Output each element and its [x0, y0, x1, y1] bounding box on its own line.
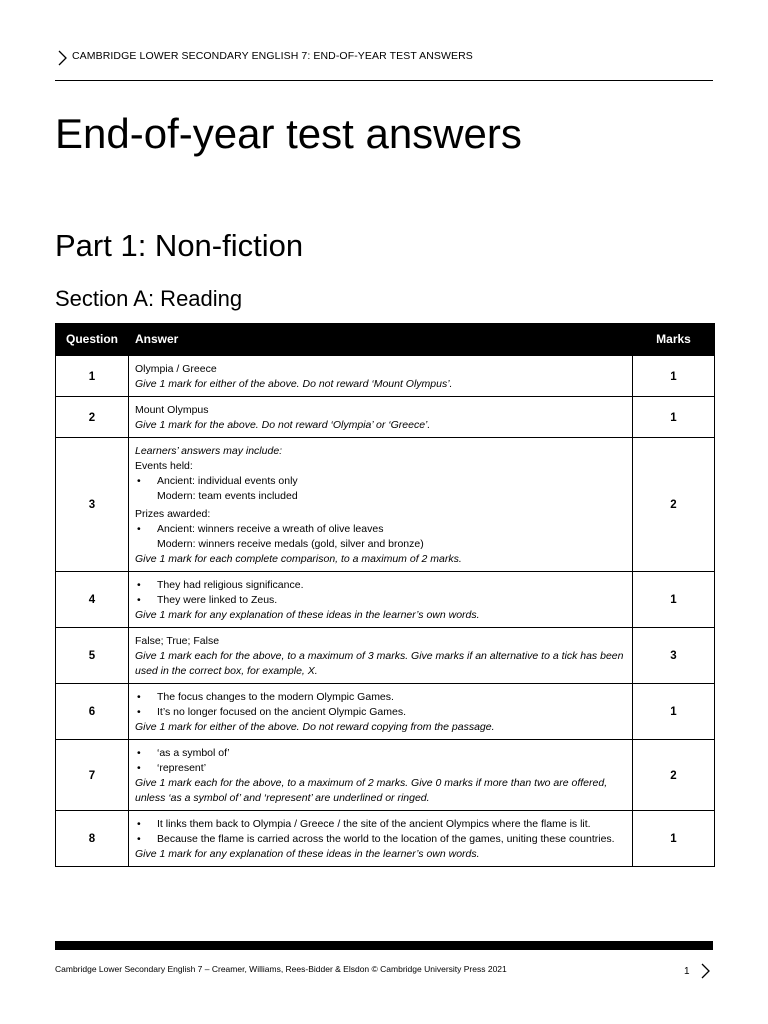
marks-value: 3: [633, 628, 715, 684]
question-number: 5: [56, 628, 129, 684]
marks-value: 1: [633, 811, 715, 867]
marking-guidance: Give 1 mark each for the above, to a maximum of 3 marks. Give marks if an alternative to a tick has been used in the correct box, for example, X.: [135, 650, 624, 677]
table-row: [56, 740, 715, 811]
column-header-question: Question: [56, 324, 129, 356]
column-header-answer: Answer: [129, 324, 633, 356]
footer-credit: Cambridge Lower Secondary English 7 – Creamer, Williams, Rees-Bidder & Elsdon © Cambridge University Press 2021: [55, 964, 507, 974]
table-row: [56, 397, 715, 438]
marks-value: 1: [633, 356, 715, 397]
answer-bullet: • ‘as a symbol of’: [135, 746, 626, 761]
answer-bullet: • They had religious significance.: [135, 578, 626, 593]
page-number: 1: [684, 966, 690, 977]
marking-guidance: Give 1 mark for any explanation of these ideas in the learner’s own words.: [135, 609, 480, 621]
marking-guidance: Give 1 mark for each complete comparison, to a maximum of 2 marks.: [135, 553, 462, 565]
table-row: [56, 811, 715, 867]
answer-bullet: • ‘represent’: [135, 761, 626, 776]
chevron-right-icon: [701, 963, 710, 979]
answer-line: Olympia / Greece: [135, 363, 217, 375]
answer-line: Mount Olympus: [135, 404, 209, 416]
marks-value: 1: [633, 397, 715, 438]
section-title: Section A: Reading: [55, 286, 243, 311]
table-header-row: [56, 324, 715, 356]
answer-cell: [129, 572, 633, 628]
answer-cell: [129, 438, 633, 572]
answer-bullet: • Ancient: winners receive a wreath of olive leaves: [135, 522, 626, 537]
table-row: [56, 684, 715, 740]
answer-bullet: • They were linked to Zeus.: [135, 593, 626, 608]
running-header: [55, 48, 713, 81]
chevron-right-icon: [58, 50, 67, 66]
answer-line: Events held:: [135, 460, 193, 472]
column-header-marks: Marks: [633, 324, 715, 356]
marking-guidance: Give 1 mark for any explanation of these ideas in the learner’s own words.: [135, 848, 480, 860]
question-number: 4: [56, 572, 129, 628]
answer-cell: [129, 397, 633, 438]
marking-guidance: Give 1 mark for either of the above. Do not reward ‘Mount Olympus’.: [135, 378, 453, 390]
page-title: End-of-year test answers: [55, 110, 522, 157]
answer-bullet: • The focus changes to the modern Olympic Games.: [135, 690, 626, 705]
answer-bullet: • It’s no longer focused on the ancient Olympic Games.: [135, 705, 626, 720]
part-title: Part 1: Non-fiction: [55, 228, 304, 263]
question-number: 3: [56, 438, 129, 572]
answers-table: [55, 323, 715, 867]
answer-bullet: • It links them back to Olympia / Greece / the site of the ancient Olympics where the flame is lit.: [135, 817, 626, 832]
answer-line: False; True; False: [135, 635, 220, 647]
marks-value: 2: [633, 740, 715, 811]
answer-line: Prizes awarded:: [135, 508, 211, 520]
answer-cell: [129, 811, 633, 867]
table-row: [56, 356, 715, 397]
answer-cell: [129, 684, 633, 740]
question-number: 2: [56, 397, 129, 438]
marks-value: 1: [633, 572, 715, 628]
table-row: [56, 628, 715, 684]
answer-line: Modern: team events included: [157, 490, 298, 502]
answer-cell: [129, 740, 633, 811]
footer-rule: [55, 941, 713, 950]
answer-cell: [129, 628, 633, 684]
answer-bullet: • Ancient: individual events only: [135, 474, 626, 489]
table-row: [56, 438, 715, 572]
table-row: [56, 572, 715, 628]
answer-line: Modern: winners receive medals (gold, silver and bronze): [157, 538, 424, 550]
question-number: 8: [56, 811, 129, 867]
answer-cell: [129, 356, 633, 397]
question-number: 7: [56, 740, 129, 811]
marks-value: 2: [633, 438, 715, 572]
answer-bullet: • Because the flame is carried across the world to the location of the games, uniting these countries.: [135, 832, 626, 847]
marking-guidance: Give 1 mark for the above. Do not reward ‘Olympia’ or ‘Greece’.: [135, 419, 431, 431]
running-title: CAMBRIDGE LOWER SECONDARY ENGLISH 7: END-OF-YEAR TEST ANSWERS: [72, 50, 473, 62]
marking-guidance: Give 1 mark for either of the above. Do not reward copying from the passage.: [135, 721, 495, 733]
question-number: 6: [56, 684, 129, 740]
table-body: [56, 356, 715, 867]
question-number: 1: [56, 356, 129, 397]
marking-guidance: Give 1 mark each for the above, to a maximum of 2 marks. Give 0 marks if more than two are offered, unless ‘as a symbol of’ and ‘represent’ are underlined or ringed.: [135, 777, 608, 804]
marks-value: 1: [633, 684, 715, 740]
marking-guidance: Learners’ answers may include:: [135, 445, 283, 457]
